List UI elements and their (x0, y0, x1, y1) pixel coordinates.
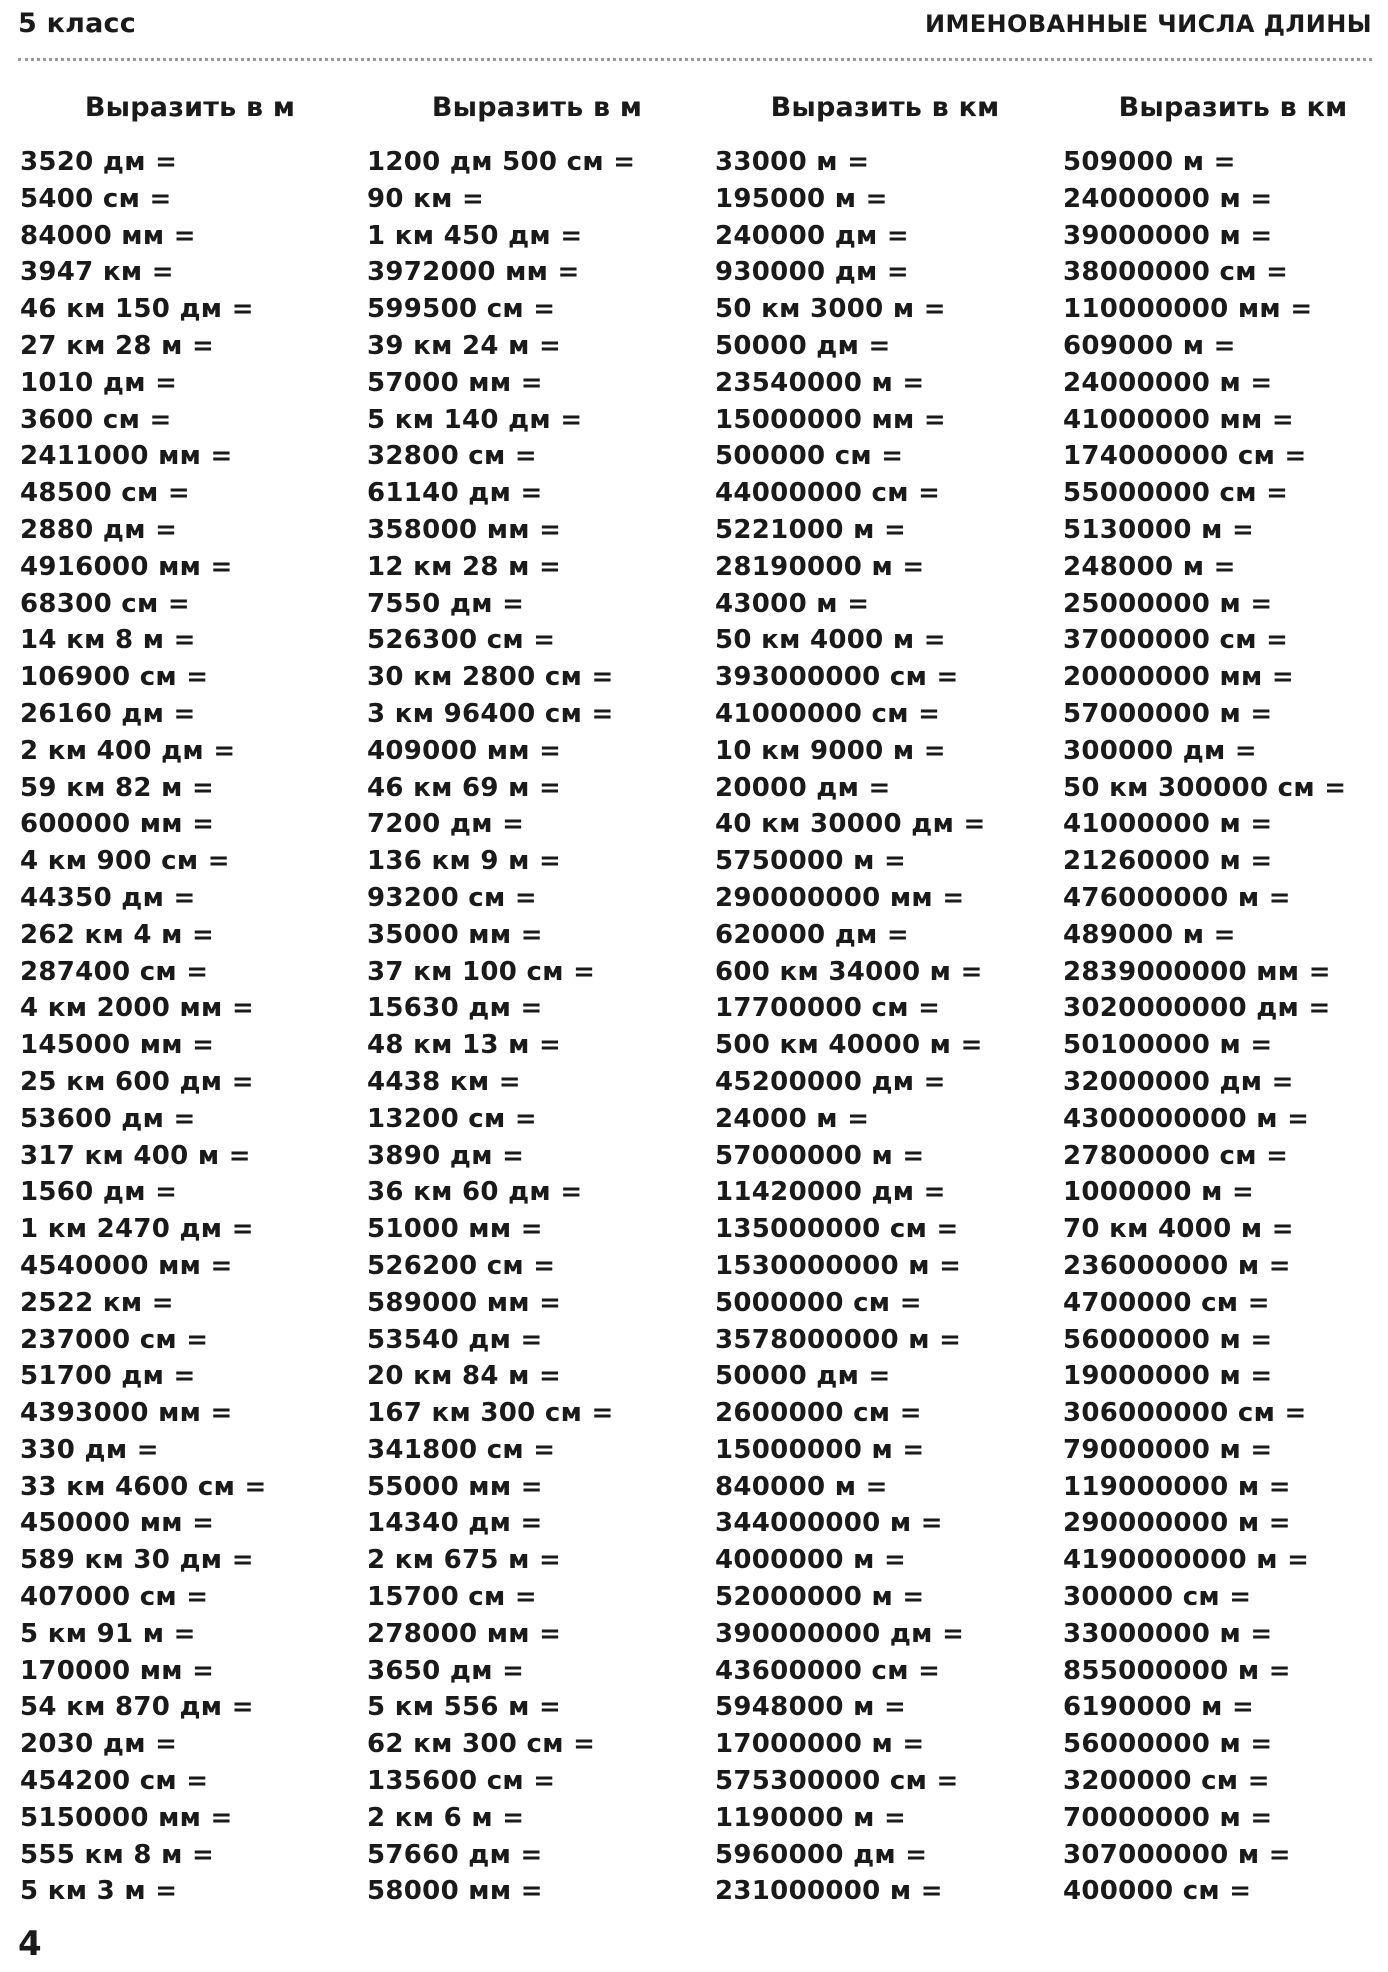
exercise-item: 840000 м = (715, 1471, 888, 1502)
exercise-item: 930000 дм = (715, 257, 909, 288)
exercise-item: 59 км 82 м = (20, 772, 215, 803)
exercise-item: 25000000 м = (1063, 588, 1273, 619)
exercise-item: 5948000 м = (715, 1692, 907, 1723)
exercise-item: 589000 мм = (367, 1287, 562, 1318)
exercise-item: 2600000 см = (715, 1398, 922, 1429)
exercise-item: 52000000 м = (715, 1582, 925, 1613)
exercise-item: 290000000 мм = (715, 882, 965, 913)
exercise-item: 195000 м = (715, 183, 888, 214)
exercise-item: 489000 м = (1063, 919, 1236, 950)
exercise-item: 145000 мм = (20, 1030, 215, 1061)
exercise-item: 2411000 мм = (20, 441, 233, 472)
exercise-item: 84000 мм = (20, 220, 196, 251)
exercise-item: 3520 дм = (20, 147, 178, 177)
exercise-item: 454200 см = (20, 1766, 209, 1797)
exercise-item: 23540000 м = (715, 367, 925, 398)
exercise-item: 136 км 9 м = (367, 846, 562, 877)
exercise-item: 5750000 м = (715, 846, 907, 877)
column-title: Выразить в км (1118, 92, 1348, 123)
exercise-item: 93200 см = (367, 882, 538, 913)
exercise-item: 2030 дм = (20, 1729, 178, 1760)
exercise-item: 390000000 дм = (715, 1618, 965, 1649)
exercise-item: 555 км 8 м = (20, 1839, 215, 1870)
exercise-item: 5400 см = (20, 183, 172, 214)
exercise-item: 41000000 мм = (1063, 404, 1295, 435)
exercise-item: 1560 дм = (20, 1177, 178, 1208)
exercise-item: 2 км 6 м = (367, 1802, 525, 1833)
exercise-item: 70000000 м = (1063, 1802, 1273, 1833)
exercise-item: 15630 дм = (367, 993, 543, 1024)
exercise-item: 61140 дм = (367, 478, 543, 509)
exercise-item: 3020000000 дм = (1063, 993, 1331, 1024)
exercise-item: 248000 м = (1063, 551, 1236, 582)
exercise-item: 14340 дм = (367, 1508, 543, 1539)
exercise-item: 48500 см = (20, 478, 191, 509)
exercise-item: 5221000 м = (715, 514, 907, 545)
exercise-item: 5150000 мм = (20, 1802, 233, 1833)
column-title: Выразить в м (84, 92, 296, 123)
exercise-item: 400000 см = (1063, 1876, 1252, 1907)
exercise-item: 135000000 см = (715, 1214, 959, 1245)
column-title: Выразить в км (770, 92, 1000, 123)
exercise-item: 27 км 28 м = (20, 330, 215, 361)
exercise-item: 50 км 4000 м = (715, 625, 946, 656)
exercise-item: 589 км 30 дм = (20, 1545, 254, 1576)
exercise-item: 167 км 300 см = (367, 1398, 614, 1429)
column-title: Выразить в м (431, 92, 643, 123)
exercise-item: 1 км 2470 дм = (20, 1214, 254, 1245)
exercise-item: 24000000 м = (1063, 367, 1273, 398)
exercise-item: 4300000000 м = (1063, 1103, 1310, 1134)
exercise-item: 1190000 м = (715, 1802, 907, 1833)
exercise-item: 11420000 дм = (715, 1177, 946, 1208)
exercise-item: 44350 дм = (20, 882, 196, 913)
exercise-item: 51000 мм = (367, 1214, 543, 1245)
exercise-item: 46 км 69 м = (367, 772, 562, 803)
exercise-item: 5000000 см = (715, 1287, 922, 1318)
exercise-item: 58000 мм = (367, 1876, 543, 1907)
exercise-item: 4000000 м = (715, 1545, 907, 1576)
exercise-item: 13200 см = (367, 1103, 538, 1134)
exercise-item: 57000000 м = (1063, 698, 1273, 729)
exercise-item: 32000000 дм = (1063, 1066, 1294, 1097)
exercise-item: 5 км 140 дм = (367, 404, 583, 435)
exercise-item: 262 км 4 м = (20, 919, 215, 950)
exercise-item: 5 км 556 м = (367, 1692, 562, 1723)
exercise-column-3 (715, 92, 1055, 1910)
exercise-item: 38000000 см = (1063, 257, 1289, 288)
exercise-item: 43000 м = (715, 588, 870, 619)
exercise-item: 7550 дм = (367, 588, 525, 619)
exercise-item: 37 км 100 см = (367, 956, 596, 987)
exercise-item: 5130000 м = (1063, 514, 1255, 545)
exercise-item: 40 км 30000 дм = (715, 809, 986, 840)
exercise-item: 4 км 2000 мм = (20, 993, 255, 1024)
exercise-item: 231000000 м = (715, 1876, 943, 1907)
exercise-item: 174000000 см = (1063, 441, 1307, 472)
exercise-item: 33000 м = (715, 147, 870, 177)
exercise-item: 358000 мм = (367, 514, 562, 545)
exercise-item: 575300000 см = (715, 1766, 959, 1797)
exercise-item: 526300 см = (367, 625, 556, 656)
exercise-item: 2 км 675 м = (367, 1545, 562, 1576)
exercise-item: 170000 мм = (20, 1655, 215, 1686)
exercise-item: 35000 мм = (367, 919, 543, 950)
exercise-item: 476000000 м = (1063, 882, 1291, 913)
exercise-item: 33000000 м = (1063, 1618, 1273, 1649)
exercise-item: 26160 дм = (20, 698, 196, 729)
exercise-item: 1530000000 м = (715, 1250, 962, 1281)
exercise-item: 3650 дм = (367, 1655, 525, 1686)
exercise-item: 1000000 м = (1063, 1177, 1255, 1208)
exercise-item: 10 км 9000 м = (715, 735, 946, 766)
exercise-item: 20000000 мм = (1063, 662, 1295, 693)
topic-title: ИМЕНОВАННЫЕ ЧИСЛА ДЛИНЫ (924, 10, 1372, 38)
exercise-item: 500 км 40000 м = (715, 1030, 983, 1061)
exercise-item: 307000000 м = (1063, 1839, 1291, 1870)
exercise-item: 236000000 м = (1063, 1250, 1291, 1281)
exercise-item: 79000000 м = (1063, 1434, 1273, 1465)
exercise-item: 41000000 м = (1063, 809, 1273, 840)
header-divider (18, 58, 1372, 61)
exercise-item: 2522 км = (20, 1287, 174, 1318)
exercise-item: 62 км 300 см = (367, 1729, 596, 1760)
exercise-item: 5 км 3 м = (20, 1876, 178, 1907)
exercise-item: 450000 мм = (20, 1508, 215, 1539)
exercise-item: 50100000 м = (1063, 1030, 1273, 1061)
exercise-item: 3947 км = (20, 257, 174, 288)
page-number: 4 (18, 1924, 42, 1964)
exercise-column-1 (20, 92, 360, 1910)
exercise-item: 15000000 мм = (715, 404, 947, 435)
exercise-item: 41000000 см = (715, 698, 941, 729)
exercise-item: 500000 см = (715, 441, 904, 472)
exercise-item: 50 км 3000 м = (715, 294, 946, 325)
exercise-item: 20 км 84 м = (367, 1361, 562, 1392)
exercise-item: 409000 мм = (367, 735, 562, 766)
exercise-item: 12 км 28 м = (367, 551, 562, 582)
exercise-item: 27800000 см = (1063, 1140, 1289, 1171)
exercise-item: 50000 дм = (715, 1361, 891, 1392)
exercise-item: 407000 см = (20, 1582, 209, 1613)
exercise-item: 106900 см = (20, 662, 209, 693)
exercise-item: 600000 мм = (20, 809, 215, 840)
exercise-item: 55000000 см = (1063, 478, 1289, 509)
exercise-item: 56000000 м = (1063, 1729, 1273, 1760)
exercise-item: 3578000000 м = (715, 1324, 962, 1355)
exercise-item: 33 км 4600 см = (20, 1471, 267, 1502)
exercise-item: 53600 дм = (20, 1103, 196, 1134)
exercise-item: 17000000 м = (715, 1729, 925, 1760)
exercise-item: 4700000 см = (1063, 1287, 1270, 1318)
exercise-item: 4393000 мм = (20, 1398, 233, 1429)
exercise-item: 341800 см = (367, 1434, 556, 1465)
exercise-item: 4438 км = (367, 1066, 521, 1097)
exercise-item: 32800 см = (367, 441, 538, 472)
exercise-item: 509000 м = (1063, 147, 1236, 177)
exercise-item: 2 км 400 дм = (20, 735, 236, 766)
exercise-item: 278000 мм = (367, 1618, 562, 1649)
exercise-item: 24000 м = (715, 1103, 870, 1134)
exercise-item: 48 км 13 м = (367, 1030, 562, 1061)
exercise-item: 39000000 м = (1063, 220, 1273, 251)
exercise-item: 599500 см = (367, 294, 556, 325)
exercise-item: 15700 см = (367, 1582, 538, 1613)
exercise-item: 3972000 мм = (367, 257, 580, 288)
exercise-item: 19000000 м = (1063, 1361, 1273, 1392)
exercise-item: 3200000 см = (1063, 1766, 1270, 1797)
exercise-item: 110000000 мм = (1063, 294, 1313, 325)
exercise-item: 4190000000 м = (1063, 1545, 1310, 1576)
exercise-item: 2839000000 мм = (1063, 956, 1331, 987)
exercise-item: 36 км 60 дм = (367, 1177, 583, 1208)
exercise-item: 4540000 мм = (20, 1250, 233, 1281)
exercise-item: 17700000 см = (715, 993, 941, 1024)
exercise-item: 135600 см = (367, 1766, 556, 1797)
exercise-item: 7200 дм = (367, 809, 525, 840)
exercise-item: 24000000 м = (1063, 183, 1273, 214)
exercise-item: 3890 дм = (367, 1140, 525, 1171)
exercise-item: 15000000 м = (715, 1434, 925, 1465)
exercise-item: 1010 дм = (20, 367, 178, 398)
exercise-item: 3 км 96400 см = (367, 698, 614, 729)
exercise-item: 1 км 450 дм = (367, 220, 583, 251)
exercise-item: 68300 см = (20, 588, 191, 619)
exercise-item: 45200000 дм = (715, 1066, 946, 1097)
exercise-item: 56000000 м = (1063, 1324, 1273, 1355)
exercise-item: 300000 см = (1063, 1582, 1252, 1613)
exercise-item: 306000000 см = (1063, 1398, 1307, 1429)
exercise-item: 4 км 900 см = (20, 846, 230, 877)
exercise-column-2 (367, 92, 707, 1910)
exercise-item: 57660 дм = (367, 1839, 543, 1870)
exercise-item: 57000000 м = (715, 1140, 925, 1171)
grade-label: 5 класс (18, 8, 136, 39)
exercise-item: 240000 дм = (715, 220, 909, 251)
exercise-item: 39 км 24 м = (367, 330, 562, 361)
exercise-item: 70 км 4000 м = (1063, 1214, 1294, 1245)
exercise-item: 4916000 мм = (20, 551, 233, 582)
exercise-item: 57000 мм = (367, 367, 543, 398)
exercise-item: 330 дм = (20, 1434, 159, 1465)
exercise-item: 20000 дм = (715, 772, 891, 803)
exercise-item: 290000000 м = (1063, 1508, 1291, 1539)
exercise-item: 21260000 м = (1063, 846, 1273, 877)
exercise-item: 526200 см = (367, 1250, 556, 1281)
exercise-item: 3600 см = (20, 404, 172, 435)
exercise-item: 317 км 400 м = (20, 1140, 251, 1171)
exercise-item: 1200 дм 500 см = (367, 147, 636, 177)
exercise-item: 30 км 2800 см = (367, 662, 614, 693)
exercise-item: 237000 см = (20, 1324, 209, 1355)
exercise-item: 855000000 м = (1063, 1655, 1291, 1686)
exercise-item: 51700 дм = (20, 1361, 196, 1392)
exercise-item: 287400 см = (20, 956, 209, 987)
exercise-item: 344000000 м = (715, 1508, 943, 1539)
page-header (18, 8, 1372, 48)
exercise-item: 44000000 см = (715, 478, 941, 509)
exercise-item: 54 км 870 дм = (20, 1692, 254, 1723)
exercise-item: 119000000 м = (1063, 1471, 1291, 1502)
exercise-item: 43600000 см = (715, 1655, 941, 1686)
exercise-item: 50 км 300000 см = (1063, 772, 1347, 803)
exercise-item: 90 км = (367, 183, 485, 214)
exercise-item: 393000000 см = (715, 662, 959, 693)
exercise-item: 6190000 м = (1063, 1692, 1255, 1723)
exercise-column-4 (1063, 92, 1388, 1910)
exercise-item: 55000 мм = (367, 1471, 543, 1502)
exercise-item: 300000 дм = (1063, 735, 1257, 766)
exercise-item: 53540 дм = (367, 1324, 543, 1355)
exercise-item: 14 км 8 м = (20, 625, 196, 656)
exercise-item: 46 км 150 дм = (20, 294, 254, 325)
exercise-item: 25 км 600 дм = (20, 1066, 254, 1097)
exercise-item: 609000 м = (1063, 330, 1236, 361)
exercise-item: 600 км 34000 м = (715, 956, 983, 987)
exercise-item: 5 км 91 м = (20, 1618, 196, 1649)
exercise-item: 5960000 дм = (715, 1839, 928, 1870)
exercise-item: 620000 дм = (715, 919, 909, 950)
exercise-item: 37000000 см = (1063, 625, 1289, 656)
exercise-item: 50000 дм = (715, 330, 891, 361)
exercise-item: 2880 дм = (20, 514, 178, 545)
exercise-item: 28190000 м = (715, 551, 925, 582)
